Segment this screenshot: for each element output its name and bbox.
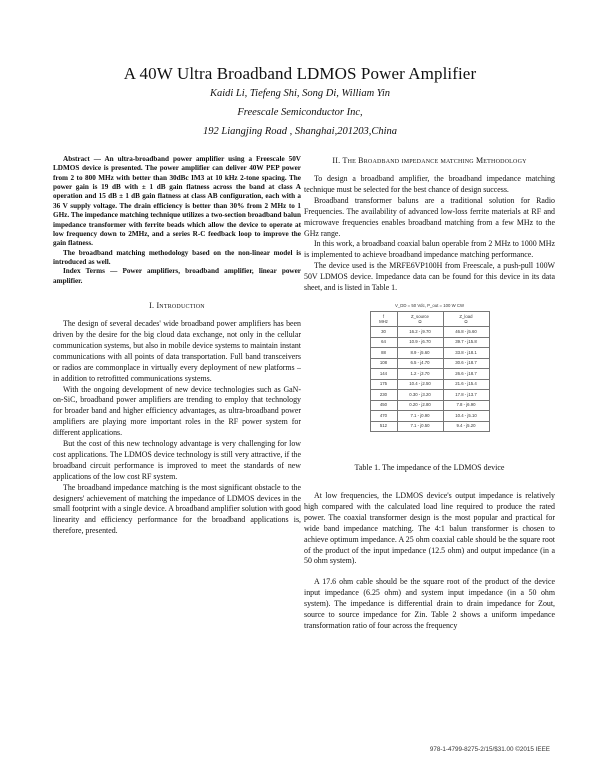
table-cell: 230 xyxy=(370,390,397,401)
table-cell: 64 xyxy=(370,337,397,348)
table-cell: 33.8 - j18.1 xyxy=(443,348,489,359)
table-row xyxy=(370,390,489,401)
table-cell: 144 xyxy=(370,369,397,380)
body-paragraph: In this work, a broadband coaxial balun operable from 2 MHz to 1000 MHz is implemented to achieve broadband impedance matching performance. xyxy=(304,239,555,260)
table-cell: 9.4 - j5.20 xyxy=(443,421,489,432)
body-paragraph: A 17.6 ohm cable should be the square root of the product of the device input impedance (6.25 ohm) and system input impedance (in a 50 ohm system). The impedance is differential drain to drain impedance for Zout, source to source impedance for Zin. Table 2 shows a uniform impedance transformation ratio of four across the frequency xyxy=(304,577,555,630)
column-header: Z_source Ω xyxy=(397,312,443,327)
affiliation: Freescale Semiconductor Inc, xyxy=(237,107,363,118)
table-row xyxy=(370,379,489,390)
table-cell: 46.8 - j5.60 xyxy=(443,327,489,338)
table-cell: 6.5 - j4.70 xyxy=(397,358,443,369)
paper-title: A 40W Ultra Broadband LDMOS Power Amplifier xyxy=(123,64,477,83)
table-cell: 512 xyxy=(370,421,397,432)
table-row xyxy=(370,411,489,422)
body-paragraph: Broadband transformer baluns are a traditional solution for Radio Frequencies. The availability of advanced low-loss ferrite materials at RF and microwave frequencies enables broadband matching from a few MHz to the GHz range. xyxy=(304,195,555,238)
impedance-table xyxy=(370,300,490,432)
column-header: Z_load Ω xyxy=(443,312,489,327)
table-cell: 7.8 - j6.90 xyxy=(443,400,489,411)
table-cell: 26.6 - j18.7 xyxy=(443,369,489,380)
section-title: The Broadband impedance matching Methodology xyxy=(342,156,527,165)
section-heading-methodology xyxy=(304,155,555,166)
table-cell: 8.9 - j5.60 xyxy=(397,348,443,359)
column-header: f MHz xyxy=(370,312,397,327)
left-column xyxy=(53,155,301,537)
body-paragraph: To design a broadband amplifier, the broadband impedance matching technique must be selected for the best chance of design success. xyxy=(304,174,555,194)
section-number: II. xyxy=(332,156,341,165)
table-cell: 88 xyxy=(370,348,397,359)
table-cell: 30.6 - j18.7 xyxy=(443,358,489,369)
body-paragraph: But the cost of this new technology advantage is very challenging for low cost applications. The LDMOS device technology is still very attractive, if the broadband circuit performance is improved to meet the standards of new applications of the low cost RF system. xyxy=(53,439,301,481)
table-header-row xyxy=(370,312,489,327)
table-cell: 39.7 - j15.8 xyxy=(443,337,489,348)
abstract-paragraph: Abstract — An ultra-broadband power amplifier using a Freescale 50V LDMOS device is presented. The power amplifier can deliver 40W PEP power from 2 to 800 MHz with better than 30dBc IM3 at 10 kHz 2-tone spacing. The power gain is 19 dB with ± 1 dB gain flatness across the band at class A operation and 15 dB ± 1 dB gain flatness at class AB configuration, each with a 36 V supply voltage. The drain efficiency is better than 30% from 2 MHz to 1 GHz. The impedance matching technique utilizes a two-section broadband balun impedance transformer with ferrite beads which allow the device to operate at low frequency down to 2MHz, and a series R-C feedback loop to improve the gain flatness. xyxy=(53,155,301,248)
right-column xyxy=(304,155,555,632)
table-cell: 470 xyxy=(370,411,397,422)
table-cell: 0.20 - j2.80 xyxy=(397,400,443,411)
table-row xyxy=(370,327,489,338)
index-terms: Index Terms — Power amplifiers, broadband amplifier, linear power amplifier. xyxy=(53,267,301,285)
table-cell: 10.4 - j2.50 xyxy=(397,379,443,390)
author-list: Kaidi Li, Tiefeng Shi, Song Di, William Yin xyxy=(209,88,391,99)
body-paragraph: The device used is the MRFE6VP100H from Freescale, a push-pull 100W 50V LDMOS device. Impedance data can be found for this device in its data sheet, and is listed in Table 1. xyxy=(304,261,555,293)
abstract xyxy=(53,155,301,286)
table-cell: 450 xyxy=(370,400,397,411)
section-heading-introduction xyxy=(53,300,301,311)
body-paragraph: With the ongoing development of new device technologies such as GaN-on-SiC, broadband power amplifiers are trending to employ that technology for broader band and higher efficiency advantages, as ultra-broadband power amplifiers are playing more important roles in the RF power system for different applications. xyxy=(53,384,301,438)
table-condition: V_DD = 50 Vdc, P_out = 100 W CW xyxy=(394,303,465,308)
table-body xyxy=(370,327,489,432)
copyright-footer: 978-1-4799-8275-2/15/$31.00 ©2015 IEEE xyxy=(429,746,550,753)
table-cell: 10.4 - j5.10 xyxy=(443,411,489,422)
body-paragraph: At low frequencies, the LDMOS device's output impedance is relatively high compared with the calculated load line required to produce the rated power. The coaxial transformer design is the most popular and practical for wide band impedance matching. The 4:1 balun transformer is chosen to achieve optimum impedance. A 25 ohm coaxial cable should be the square root of the product of the input impedance (12.5 ohm) and output impedance (in a 50 ohm system). xyxy=(304,491,555,566)
table-cell: 175 xyxy=(370,379,397,390)
table-cell: 0.30 - j3.20 xyxy=(397,390,443,401)
table-cell: 21.6 - j15.4 xyxy=(443,379,489,390)
section-number: I. xyxy=(149,301,155,311)
body-paragraph: The broadband impedance matching is the most significant obstacle to the designers' achievement of matching the impedance of LDMOS devices in the small footprint with a single device. A broadband amplifier solution with good linearity and efficiency performance for the broadband applications is, therefore, presented. xyxy=(53,482,301,536)
table-row xyxy=(370,369,489,380)
section-title: Introduction xyxy=(156,301,205,311)
table-cell: 7.1 - j0.90 xyxy=(397,411,443,422)
table-cell: 108 xyxy=(370,358,397,369)
table-row xyxy=(370,358,489,369)
impedance-data-table xyxy=(370,311,490,432)
table-row xyxy=(370,337,489,348)
table-row xyxy=(370,348,489,359)
table-cell: 30 xyxy=(370,327,397,338)
table-caption: Table 1. The impedance of the LDMOS device xyxy=(354,463,505,472)
table-cell: 16.2 - j9.70 xyxy=(397,327,443,338)
table-row xyxy=(370,400,489,411)
body-paragraph: The design of several decades' wide broadband power amplifiers has been driven by the desire for the big cloud data exchange, not only in the cellular communication systems, but also in mobile device systems to maintain instant communications with all points of data transportation. Full band transceivers or radios are commonplace in virtually every deployment of new platforms – in addition to retrofitted communications systems. xyxy=(53,319,301,383)
table-row xyxy=(370,421,489,432)
address: 192 Liangjing Road , Shanghai,201203,China xyxy=(203,126,397,137)
table-cell: 10.9 - j6.70 xyxy=(397,337,443,348)
table-cell: 7.1 - j0.50 xyxy=(397,421,443,432)
table-cell: 1.2 - j3.70 xyxy=(397,369,443,380)
table-cell: 17.8 - j13.7 xyxy=(443,390,489,401)
abstract-paragraph: The broadband matching methodology based on the non-linear model is introduced as well. xyxy=(53,248,301,266)
